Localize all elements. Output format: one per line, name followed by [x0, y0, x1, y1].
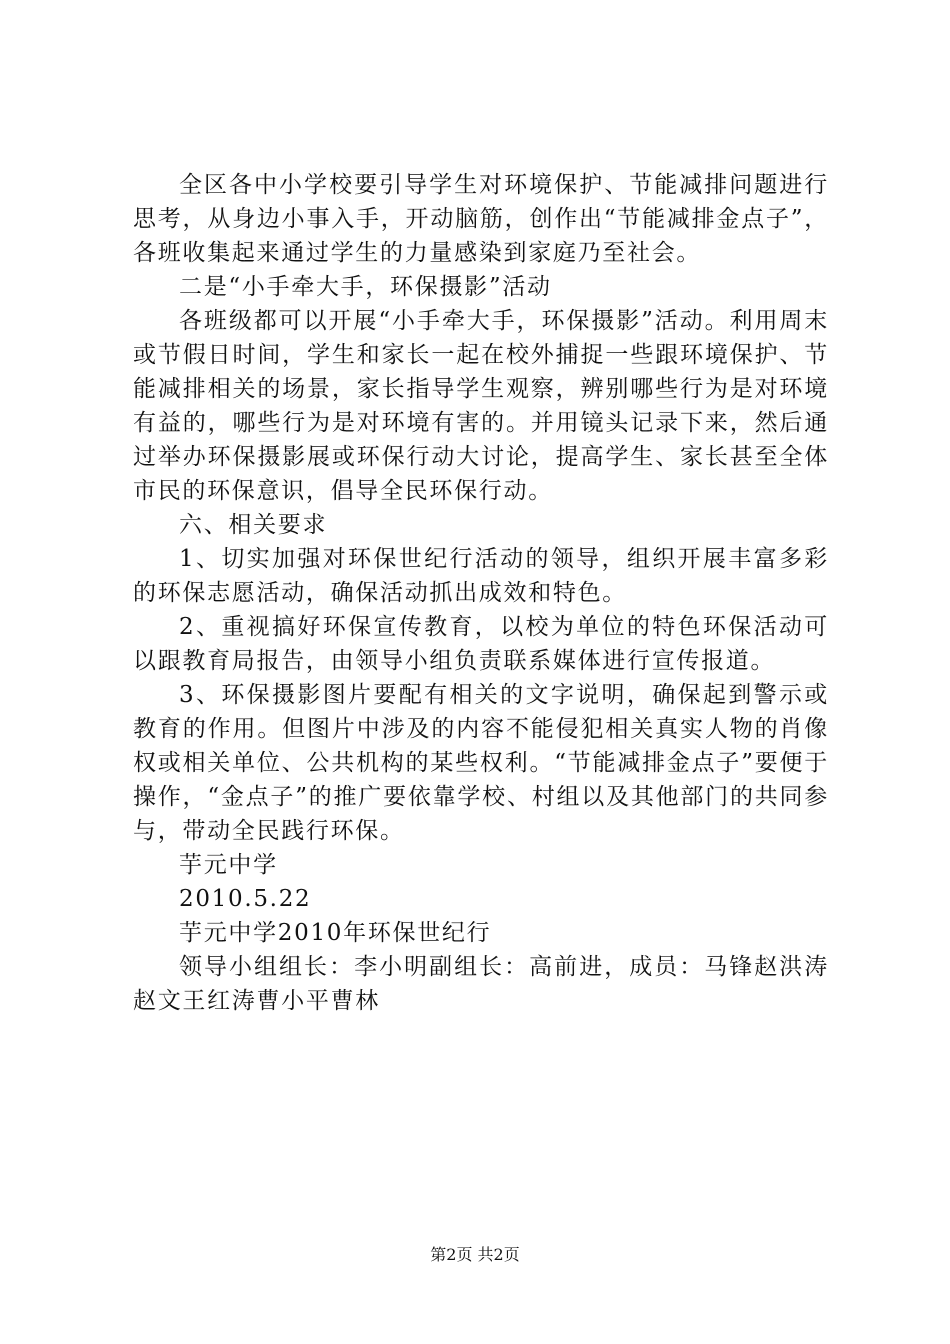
document-body	[133, 168, 829, 1018]
section-heading-photography: 二是“小手牵大手，环保摄影”活动	[179, 274, 552, 300]
leadership-group: 领导小组组长：李小明副组长：高前进，成员：马锋赵洪涛赵文王红涛曹小平曹林	[133, 954, 829, 1014]
paragraph-golden-ideas: 全区各中小学校要引导学生对环境保护、节能减排问题进行思考，从身边小事入手，开动脑筋，创作出“节能减排金点子”，各班收集起来通过学生的力量感染到家庭乃至社会。	[133, 172, 829, 266]
section-heading-requirements: 六、相关要求	[179, 512, 328, 538]
signature-date: 2010.5.22	[179, 886, 312, 912]
requirement-item-3: 3、环保摄影图片要配有相关的文字说明，确保起到警示或教育的作用。但图片中涉及的内容不能侵犯相关真实人物的肖像权或相关单位、公共机构的某些权利。“节能减排金点子”要便于操作，“金点子”的推广要依靠学校、村组以及其他部门的共同参与，带动全民践行环保。	[133, 682, 829, 844]
paragraph-photography-activity: 各班级都可以开展“小手牵大手，环保摄影”活动。利用周末或节假日时间，学生和家长一起在校外捕捉一些跟环境保护、节能减排相关的场景，家长指导学生观察，辨别哪些行为是对环境有益的，哪些行为是对环境有害的。并用镜头记录下来，然后通过举办环保摄影展或环保行动大讨论，提高学生、家长甚至全体市民的环保意识，倡导全民环保行动。	[133, 308, 829, 504]
requirement-item-2: 2、重视搞好环保宣传教育，以校为单位的特色环保活动可以跟教育局报告，由领导小组负责联系媒体进行宣传报道。	[133, 614, 829, 674]
event-title: 芋元中学2010年环保世纪行	[179, 920, 492, 946]
page-number-footer: 第2页 共2页	[430, 1245, 520, 1264]
requirement-item-1: 1、切实加强对环保世纪行活动的领导，组织开展丰富多彩的环保志愿活动，确保活动抓出成效和特色。	[133, 546, 829, 606]
signature-school: 芋元中学	[179, 852, 278, 878]
